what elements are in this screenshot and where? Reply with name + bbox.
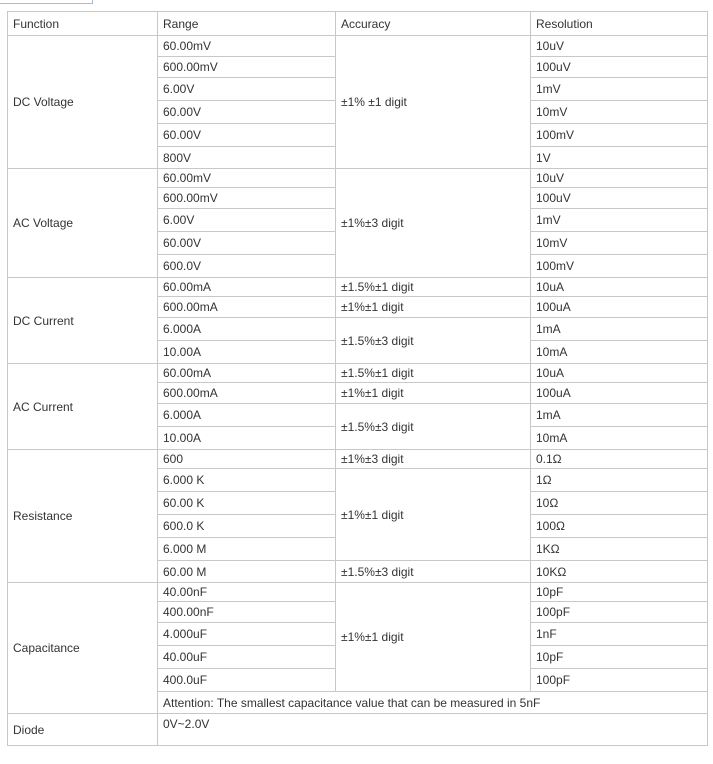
accuracy-cell: ±1%±1 digit (336, 583, 531, 692)
range-cell: 10.00A (158, 341, 336, 364)
table-row (8, 169, 708, 188)
table-row (8, 364, 708, 383)
table-row (8, 278, 708, 297)
resolution-cell: 100uA (531, 297, 708, 318)
accuracy-cell: ±1%±3 digit (336, 169, 531, 278)
resolution-cell: 0.1Ω (531, 450, 708, 469)
accuracy-cell: ±1.5%±1 digit (336, 364, 531, 383)
resolution-cell: 10pF (531, 646, 708, 669)
range-cell: 60.00V (158, 101, 336, 124)
header-function: Function (8, 12, 158, 36)
header-range: Range (158, 12, 336, 36)
resolution-cell: 10uA (531, 364, 708, 383)
resolution-cell: 1nF (531, 623, 708, 646)
resolution-cell: 10pF (531, 583, 708, 602)
resolution-cell: 100uV (531, 57, 708, 78)
top-tab (0, 0, 93, 4)
accuracy-cell: ±1.5%±3 digit (336, 318, 531, 364)
accuracy-cell: ±1%±1 digit (336, 297, 531, 318)
accuracy-cell: ±1%±1 digit (336, 469, 531, 561)
range-cell: 600.00mA (158, 297, 336, 318)
range-cell: 60.00mA (158, 278, 336, 297)
resolution-cell: 10uV (531, 36, 708, 57)
top-tab-strip (0, 0, 713, 6)
resolution-cell: 100uV (531, 188, 708, 209)
capacitance-note: Attention: The smallest capacitance value that can be measured in 5nF (158, 692, 708, 714)
resolution-cell: 1V (531, 147, 708, 169)
resolution-cell: 1mV (531, 78, 708, 101)
range-cell: 6.00V (158, 209, 336, 232)
range-cell: 40.00nF (158, 583, 336, 602)
range-cell: 40.00uF (158, 646, 336, 669)
resolution-cell: 10mV (531, 232, 708, 255)
range-cell: 600.0 K (158, 515, 336, 538)
resolution-cell: 10uV (531, 169, 708, 188)
header-row (8, 12, 708, 36)
function-dc-current: DC Current (8, 278, 158, 364)
accuracy-cell: ±1%±1 digit (336, 383, 531, 404)
resolution-cell: 100mV (531, 124, 708, 147)
spec-table (7, 11, 708, 746)
accuracy-cell: ±1.5%±3 digit (336, 404, 531, 450)
range-cell: 6.000 K (158, 469, 336, 492)
function-ac-voltage: AC Voltage (8, 169, 158, 278)
accuracy-cell: ±1.5%±3 digit (336, 561, 531, 583)
range-cell: 60.00 M (158, 561, 336, 583)
range-cell: 600.00mV (158, 188, 336, 209)
resolution-cell: 1mA (531, 404, 708, 427)
table-row (8, 583, 708, 602)
range-cell: 800V (158, 147, 336, 169)
resolution-cell: 1Ω (531, 469, 708, 492)
resolution-cell: 100Ω (531, 515, 708, 538)
range-cell: 4.000uF (158, 623, 336, 646)
accuracy-cell: ±1%±3 digit (336, 450, 531, 469)
range-cell: 6.000 M (158, 538, 336, 561)
table-row (8, 714, 708, 746)
function-diode: Diode (8, 714, 158, 746)
resolution-cell: 10mA (531, 427, 708, 450)
function-capacitance: Capacitance (8, 583, 158, 714)
resolution-cell: 100pF (531, 669, 708, 692)
range-cell: 600.0V (158, 255, 336, 278)
resolution-cell: 10Ω (531, 492, 708, 515)
range-cell: 6.00V (158, 78, 336, 101)
header-accuracy: Accuracy (336, 12, 531, 36)
range-cell: 6.000A (158, 404, 336, 427)
range-cell: 600.00mV (158, 57, 336, 78)
range-cell: 60.00mV (158, 169, 336, 188)
range-cell: 6.000A (158, 318, 336, 341)
resolution-cell: 100pF (531, 602, 708, 623)
range-cell: 10.00A (158, 427, 336, 450)
range-cell: 400.00nF (158, 602, 336, 623)
range-cell: 600 (158, 450, 336, 469)
resolution-cell: 100uA (531, 383, 708, 404)
table-row (8, 450, 708, 469)
function-resistance: Resistance (8, 450, 158, 583)
header-resolution: Resolution (531, 12, 708, 36)
range-cell: 400.0uF (158, 669, 336, 692)
range-cell: 60.00mA (158, 364, 336, 383)
resolution-cell: 10uA (531, 278, 708, 297)
resolution-cell: 1mV (531, 209, 708, 232)
resolution-cell: 1mA (531, 318, 708, 341)
function-ac-current: AC Current (8, 364, 158, 450)
range-cell: 60.00mV (158, 36, 336, 57)
resolution-cell: 10KΩ (531, 561, 708, 583)
range-cell: 60.00 K (158, 492, 336, 515)
range-cell: 60.00V (158, 232, 336, 255)
table-row (8, 36, 708, 57)
range-cell: 600.00mA (158, 383, 336, 404)
function-dc-voltage: DC Voltage (8, 36, 158, 169)
accuracy-cell: ±1.5%±1 digit (336, 278, 531, 297)
resolution-cell: 10mV (531, 101, 708, 124)
resolution-cell: 100mV (531, 255, 708, 278)
resolution-cell: 10mA (531, 341, 708, 364)
accuracy-cell: ±1% ±1 digit (336, 36, 531, 169)
diode-range: 0V~2.0V (158, 714, 708, 746)
resolution-cell: 1KΩ (531, 538, 708, 561)
range-cell: 60.00V (158, 124, 336, 147)
